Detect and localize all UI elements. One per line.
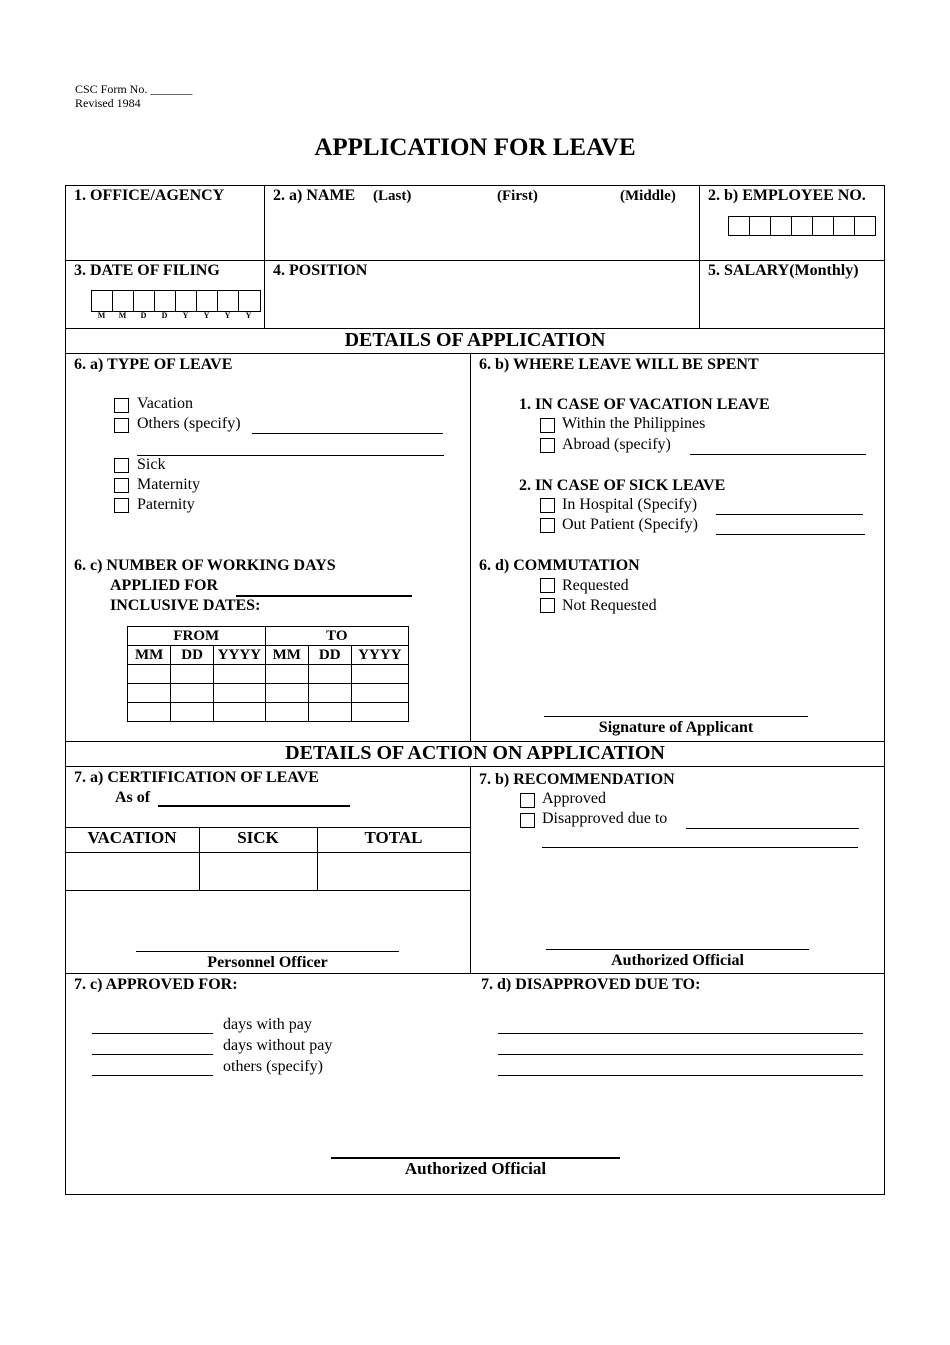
abroad-checkbox[interactable]: [540, 438, 555, 453]
vacation-case-title: 1. IN CASE OF VACATION LEAVE: [519, 396, 770, 413]
from-header: FROM: [128, 627, 266, 646]
revised-year: Revised 1984: [75, 96, 141, 110]
name-first-label: (First): [497, 188, 538, 204]
vacation-column: VACATION: [87, 828, 177, 847]
maternity-checkbox[interactable]: [114, 478, 129, 493]
sick-label: Sick: [137, 456, 166, 473]
to-header: TO: [265, 627, 408, 646]
inclusive-dates-table: [127, 626, 409, 722]
inclusive-dates-label: INCLUSIVE DATES:: [110, 597, 261, 614]
name-label: 2. a) NAME: [273, 187, 356, 204]
with-pay-label: days with pay: [223, 1016, 312, 1033]
authorized-official-label: Authorized Official: [611, 952, 744, 969]
date-filing-boxes[interactable]: [91, 290, 261, 312]
page-title: APPLICATION FOR LEAVE: [314, 134, 636, 161]
requested-checkbox[interactable]: [540, 578, 555, 593]
applied-for-line[interactable]: [236, 594, 412, 597]
approved-label: Approved: [542, 790, 606, 807]
abroad-label: Abroad (specify): [562, 436, 671, 453]
approved-for-title: 7. c) APPROVED FOR:: [74, 976, 238, 993]
date-filing-label: 3. DATE OF FILING: [74, 262, 220, 279]
position-label: 4. POSITION: [273, 262, 368, 279]
recommendation-title: 7. b) RECOMMENDATION: [479, 771, 675, 788]
within-label: Within the Philippines: [562, 415, 706, 432]
paternity-checkbox[interactable]: [114, 498, 129, 513]
approved-checkbox[interactable]: [520, 793, 535, 808]
others-pay-line[interactable]: [92, 1074, 213, 1076]
others-pay-label: others (specify): [223, 1058, 323, 1075]
personnel-signature-line[interactable]: [136, 951, 399, 952]
table-row[interactable]: [128, 665, 409, 684]
not-requested-label: Not Requested: [562, 597, 657, 614]
reason-line[interactable]: [498, 1074, 863, 1076]
table-row[interactable]: [128, 703, 409, 722]
without-pay-label: days without pay: [223, 1037, 333, 1054]
within-checkbox[interactable]: [540, 418, 555, 433]
where-leave-title: 6. b) WHERE LEAVE WILL BE SPENT: [479, 356, 759, 373]
certification-title: 7. a) CERTIFICATION OF LEAVE: [74, 769, 319, 786]
with-pay-line[interactable]: [92, 1032, 213, 1034]
signature-label: Signature of Applicant: [598, 719, 754, 736]
paternity-label: Paternity: [137, 496, 195, 513]
total-column: TOTAL: [364, 828, 423, 847]
others-line[interactable]: [252, 432, 443, 434]
reason-line[interactable]: [498, 1032, 863, 1034]
name-last-label: (Last): [373, 188, 412, 204]
sick-checkbox[interactable]: [114, 458, 129, 473]
as-of-label: As of: [115, 789, 151, 806]
disapproved-line[interactable]: [686, 827, 859, 829]
others-label: Others (specify): [137, 415, 241, 432]
maternity-label: Maternity: [137, 476, 201, 493]
hospital-label: In Hospital (Specify): [562, 496, 698, 513]
others-checkbox[interactable]: [114, 418, 129, 433]
outpatient-line[interactable]: [716, 533, 865, 535]
personnel-officer-label: Personnel Officer: [207, 954, 328, 971]
action-heading: DETAILS OF ACTION ON APPLICATION: [285, 742, 665, 764]
disapproved-due-title: 7. d) DISAPPROVED DUE TO:: [481, 976, 701, 993]
reason-line[interactable]: [498, 1053, 863, 1055]
form-number: CSC Form No. _______: [75, 82, 193, 96]
type-leave-title: 6. a) TYPE OF LEAVE: [74, 356, 233, 373]
others-line-2[interactable]: [137, 454, 444, 456]
employee-no-boxes[interactable]: [728, 216, 876, 236]
applied-for-label: APPLIED FOR: [110, 577, 218, 594]
office-label: 1. OFFICE/AGENCY: [74, 187, 225, 204]
final-authorized-official-label: Authorized Official: [404, 1159, 547, 1178]
col-dd: DD: [308, 646, 351, 665]
col-mm: MM: [265, 646, 308, 665]
vacation-checkbox[interactable]: [114, 398, 129, 413]
disapproved-line-2[interactable]: [542, 846, 858, 848]
as-of-line[interactable]: [158, 804, 350, 807]
outpatient-checkbox[interactable]: [540, 518, 555, 533]
sick-column: SICK: [237, 828, 279, 847]
abroad-line[interactable]: [690, 453, 866, 455]
details-heading: DETAILS OF APPLICATION: [344, 329, 606, 351]
outpatient-label: Out Patient (Specify): [562, 516, 698, 533]
without-pay-line[interactable]: [92, 1053, 213, 1055]
hospital-line[interactable]: [716, 513, 863, 515]
sick-case-title: 2. IN CASE OF SICK LEAVE: [519, 477, 726, 494]
disapproved-checkbox[interactable]: [520, 813, 535, 828]
recommending-signature-line[interactable]: [546, 949, 809, 950]
name-middle-label: (Middle): [620, 188, 676, 204]
hospital-checkbox[interactable]: [540, 498, 555, 513]
table-row[interactable]: [128, 684, 409, 703]
col-yyyy: YYYY: [351, 646, 408, 665]
col-yyyy: YYYY: [214, 646, 266, 665]
date-format-letters: M M D D Y Y Y Y: [97, 311, 252, 320]
col-dd: DD: [171, 646, 214, 665]
vacation-label: Vacation: [137, 395, 193, 412]
commutation-title: 6. d) COMMUTATION: [479, 557, 640, 574]
signature-line[interactable]: [544, 716, 808, 717]
not-requested-checkbox[interactable]: [540, 598, 555, 613]
disapproved-label: Disapproved due to: [542, 810, 668, 827]
salary-label: 5. SALARY(Monthly): [708, 262, 859, 279]
col-mm: MM: [128, 646, 171, 665]
requested-label: Requested: [562, 577, 629, 594]
employee-no-label: 2. b) EMPLOYEE NO.: [708, 187, 866, 204]
working-days-title: 6. c) NUMBER OF WORKING DAYS: [74, 557, 336, 574]
